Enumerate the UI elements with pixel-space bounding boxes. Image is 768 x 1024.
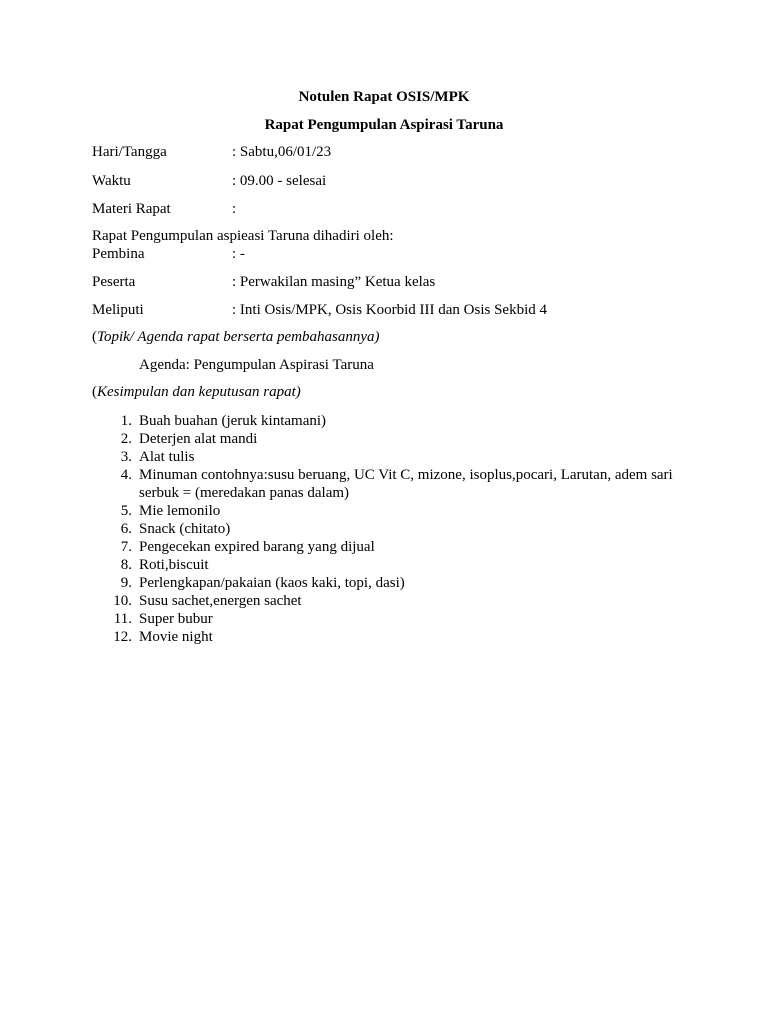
field-value-material: : [232,201,237,217]
field-value-time: : 09.00 - selesai [232,173,327,189]
list-item-number: 10. [113,593,132,609]
topic-note-paren: ( [92,329,97,345]
document-subtitle: Rapat Pengumpulan Aspirasi Taruna [264,117,504,133]
agenda-line: Agenda: Pengumpulan Aspirasi Taruna [139,357,374,373]
list-item: Snack (chitato) [139,521,231,537]
list-item: Alat tulis [139,449,195,465]
conclusion-note [92,383,301,401]
list-item-number: 1. [120,413,132,429]
list-item-number: 5. [120,503,132,519]
list-item: Deterjen alat mandi [139,431,258,447]
attendance-intro: Rapat Pengumpulan aspieasi Taruna dihadiri oleh: [92,228,394,244]
list-item-number: 6. [120,521,132,537]
attendee-label-peserta: Peserta [92,274,136,290]
attendee-label-pembina: Pembina [92,246,145,262]
list-item-number: 3. [120,449,132,465]
attendee-label-meliputi: Meliputi [92,302,144,318]
field-label-time: Waktu [92,173,131,189]
topic-note [92,328,380,346]
conclusion-note-paren: ( [92,384,97,400]
list-item: Mie lemonilo [139,503,221,519]
conclusion-note-text: Kesimpulan dan keputusan rapat) [97,384,301,400]
document-title: Notulen Rapat OSIS/MPK [298,89,470,105]
list-item-number: 9. [120,575,132,591]
list-item-number: 4. [120,467,132,483]
list-item-number: 2. [120,431,132,447]
list-item: Roti,biscuit [139,557,209,573]
list-item-number: 7. [120,539,132,555]
list-item: Minuman contohnya:susu beruang, UC Vit C, mizone, isoplus,pocari, Larutan, adem sari serbuk = (meredakan panas dalam) [139,467,673,501]
field-label-material: Materi Rapat [92,201,171,217]
list-item: Super bubur [139,611,213,627]
field-label-date: Hari/Tangga [92,144,167,160]
attendee-value-meliputi: : Inti Osis/MPK, Osis Koorbid III dan Osis Sekbid 4 [232,302,548,318]
topic-note-text: Topik/ Agenda rapat berserta pembahasannya) [97,329,380,345]
list-item: Pengecekan expired barang yang dijual [139,539,375,555]
list-item: Susu sachet,energen sachet [139,593,302,609]
list-item-number: 12. [113,629,132,645]
attendee-value-pembina: : - [232,246,245,262]
field-value-date: : Sabtu,06/01/23 [232,144,332,160]
attendee-value-peserta: : Perwakilan masing” Ketua kelas [232,274,436,290]
list-item: Buah buahan (jeruk kintamani) [139,413,327,429]
list-item-number: 8. [120,557,132,573]
list-item: Perlengkapan/pakaian (kaos kaki, topi, dasi) [139,575,405,591]
list-item-number: 11. [113,611,132,627]
list-item: Movie night [139,629,213,645]
